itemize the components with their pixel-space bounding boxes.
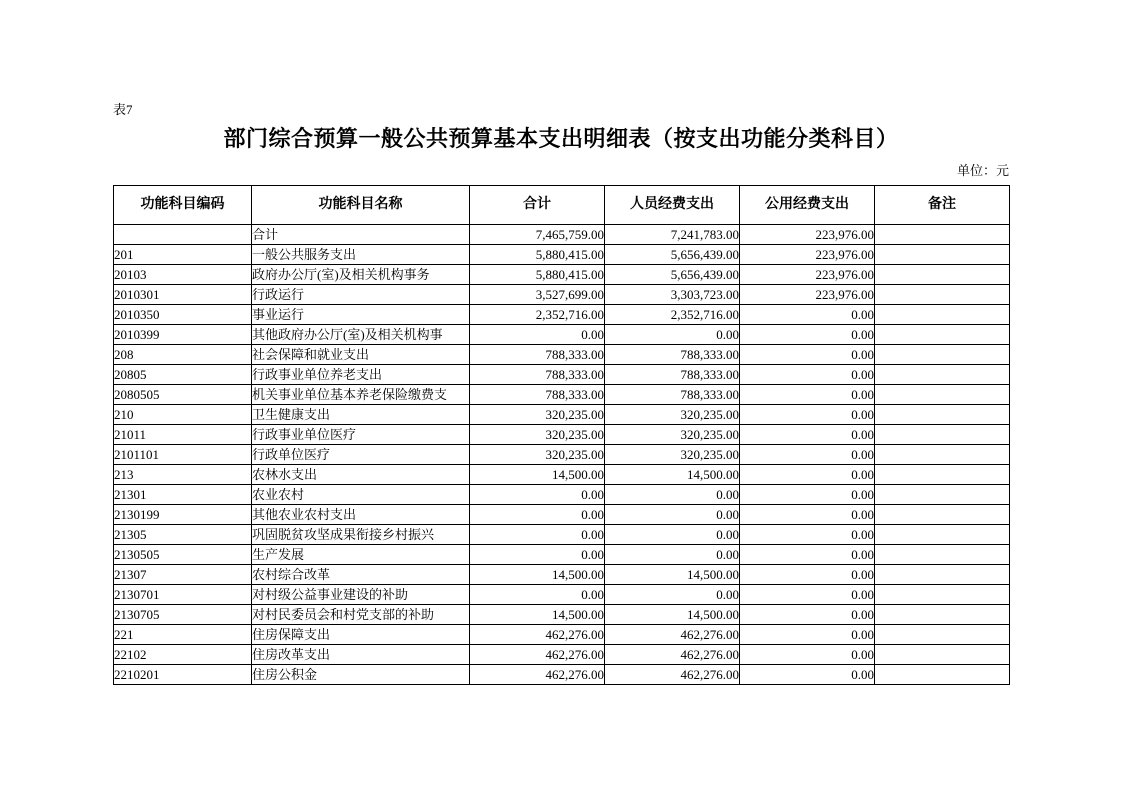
cell-total: 5,880,415.00 <box>470 245 605 265</box>
column-header-name: 功能科目名称 <box>252 186 470 225</box>
table-row <box>114 225 1010 245</box>
cell-public: 223,976.00 <box>740 225 875 245</box>
cell-name: 住房改革支出 <box>252 645 470 665</box>
cell-public: 223,976.00 <box>740 285 875 305</box>
cell-personnel: 14,500.00 <box>605 465 740 485</box>
cell-personnel: 0.00 <box>605 505 740 525</box>
cell-total: 0.00 <box>470 325 605 345</box>
table-row <box>114 305 1010 325</box>
cell-public: 0.00 <box>740 385 875 405</box>
cell-name: 住房公积金 <box>252 665 470 685</box>
table-row <box>114 505 1010 525</box>
cell-remark <box>875 425 1010 445</box>
table-row <box>114 665 1010 685</box>
cell-code: 2101101 <box>114 445 252 465</box>
cell-personnel: 788,333.00 <box>605 385 740 405</box>
cell-personnel: 0.00 <box>605 525 740 545</box>
cell-code: 2130505 <box>114 545 252 565</box>
cell-public: 0.00 <box>740 445 875 465</box>
cell-total: 5,880,415.00 <box>470 265 605 285</box>
cell-public: 0.00 <box>740 645 875 665</box>
cell-name: 农业农村 <box>252 485 470 505</box>
table-row <box>114 645 1010 665</box>
cell-name: 行政运行 <box>252 285 470 305</box>
cell-name: 政府办公厅(室)及相关机构事务 <box>252 265 470 285</box>
cell-public: 0.00 <box>740 465 875 485</box>
cell-public: 223,976.00 <box>740 265 875 285</box>
cell-public: 223,976.00 <box>740 245 875 265</box>
cell-public: 0.00 <box>740 585 875 605</box>
table-row <box>114 285 1010 305</box>
cell-remark <box>875 285 1010 305</box>
table-row <box>114 405 1010 425</box>
cell-remark <box>875 525 1010 545</box>
cell-total: 788,333.00 <box>470 385 605 405</box>
cell-name: 一般公共服务支出 <box>252 245 470 265</box>
cell-total: 462,276.00 <box>470 625 605 645</box>
cell-remark <box>875 305 1010 325</box>
cell-total: 0.00 <box>470 545 605 565</box>
cell-remark <box>875 225 1010 245</box>
cell-code: 221 <box>114 625 252 645</box>
cell-name: 巩固脱贫攻坚成果衔接乡村振兴 <box>252 525 470 545</box>
cell-remark <box>875 625 1010 645</box>
cell-code: 208 <box>114 345 252 365</box>
cell-code: 22102 <box>114 645 252 665</box>
table-row <box>114 265 1010 285</box>
cell-remark <box>875 505 1010 525</box>
table-row <box>114 625 1010 645</box>
cell-personnel: 2,352,716.00 <box>605 305 740 325</box>
cell-remark <box>875 585 1010 605</box>
cell-name: 其他农业农村支出 <box>252 505 470 525</box>
table-row <box>114 545 1010 565</box>
table-row <box>114 445 1010 465</box>
cell-code: 21011 <box>114 425 252 445</box>
cell-code: 21307 <box>114 565 252 585</box>
cell-code: 2010301 <box>114 285 252 305</box>
table-row <box>114 385 1010 405</box>
cell-total: 462,276.00 <box>470 645 605 665</box>
cell-personnel: 320,235.00 <box>605 405 740 425</box>
column-header-code: 功能科目编码 <box>114 186 252 225</box>
cell-personnel: 5,656,439.00 <box>605 265 740 285</box>
cell-personnel: 0.00 <box>605 485 740 505</box>
table-row <box>114 345 1010 365</box>
table-row <box>114 585 1010 605</box>
cell-personnel: 788,333.00 <box>605 345 740 365</box>
cell-code: 2010350 <box>114 305 252 325</box>
cell-remark <box>875 605 1010 625</box>
cell-personnel: 0.00 <box>605 325 740 345</box>
table-body <box>114 225 1010 685</box>
cell-total: 462,276.00 <box>470 665 605 685</box>
cell-code: 2130701 <box>114 585 252 605</box>
cell-code <box>114 225 252 245</box>
cell-code: 20103 <box>114 265 252 285</box>
cell-personnel: 462,276.00 <box>605 665 740 685</box>
cell-total: 14,500.00 <box>470 565 605 585</box>
cell-code: 21305 <box>114 525 252 545</box>
cell-name: 社会保障和就业支出 <box>252 345 470 365</box>
cell-name: 机关事业单位基本养老保险缴费支 <box>252 385 470 405</box>
cell-personnel: 14,500.00 <box>605 605 740 625</box>
cell-total: 320,235.00 <box>470 425 605 445</box>
cell-name: 行政事业单位医疗 <box>252 425 470 445</box>
cell-total: 320,235.00 <box>470 445 605 465</box>
cell-public: 0.00 <box>740 365 875 385</box>
cell-remark <box>875 445 1010 465</box>
table-row <box>114 425 1010 445</box>
cell-name: 卫生健康支出 <box>252 405 470 425</box>
cell-personnel: 3,303,723.00 <box>605 285 740 305</box>
cell-personnel: 5,656,439.00 <box>605 245 740 265</box>
cell-personnel: 0.00 <box>605 585 740 605</box>
sheet-label: 表7 <box>113 102 133 117</box>
table-row <box>114 525 1010 545</box>
cell-public: 0.00 <box>740 485 875 505</box>
cell-code: 20805 <box>114 365 252 385</box>
cell-total: 14,500.00 <box>470 605 605 625</box>
cell-public: 0.00 <box>740 505 875 525</box>
cell-remark <box>875 365 1010 385</box>
cell-total: 2,352,716.00 <box>470 305 605 325</box>
cell-remark <box>875 325 1010 345</box>
cell-total: 0.00 <box>470 585 605 605</box>
cell-name: 对村级公益事业建设的补助 <box>252 585 470 605</box>
cell-remark <box>875 385 1010 405</box>
cell-code: 2010399 <box>114 325 252 345</box>
table-row <box>114 465 1010 485</box>
cell-total: 320,235.00 <box>470 405 605 425</box>
cell-total: 0.00 <box>470 525 605 545</box>
cell-remark <box>875 405 1010 425</box>
cell-public: 0.00 <box>740 325 875 345</box>
cell-total: 7,465,759.00 <box>470 225 605 245</box>
cell-name: 事业运行 <box>252 305 470 325</box>
cell-personnel: 320,235.00 <box>605 425 740 445</box>
cell-public: 0.00 <box>740 525 875 545</box>
cell-name: 行政事业单位养老支出 <box>252 365 470 385</box>
cell-remark <box>875 245 1010 265</box>
cell-remark <box>875 265 1010 285</box>
cell-public: 0.00 <box>740 305 875 325</box>
cell-public: 0.00 <box>740 605 875 625</box>
cell-total: 788,333.00 <box>470 345 605 365</box>
table-header-row <box>114 186 1010 225</box>
cell-personnel: 788,333.00 <box>605 365 740 385</box>
cell-personnel: 462,276.00 <box>605 625 740 645</box>
cell-personnel: 0.00 <box>605 545 740 565</box>
cell-public: 0.00 <box>740 625 875 645</box>
cell-name: 农村综合改革 <box>252 565 470 585</box>
column-header-total: 合计 <box>470 186 605 225</box>
cell-code: 2080505 <box>114 385 252 405</box>
cell-remark <box>875 645 1010 665</box>
column-header-remark: 备注 <box>875 186 1010 225</box>
cell-public: 0.00 <box>740 345 875 365</box>
cell-remark <box>875 345 1010 365</box>
cell-total: 0.00 <box>470 485 605 505</box>
cell-total: 3,527,699.00 <box>470 285 605 305</box>
table-row <box>114 325 1010 345</box>
cell-code: 2130199 <box>114 505 252 525</box>
cell-code: 21301 <box>114 485 252 505</box>
table-row <box>114 565 1010 585</box>
cell-total: 0.00 <box>470 505 605 525</box>
unit-note: 单位：元 <box>956 163 1009 178</box>
cell-remark <box>875 565 1010 585</box>
page-title: 部门综合预算一般公共预算基本支出明细表（按支出功能分类科目） <box>223 126 899 151</box>
cell-remark <box>875 485 1010 505</box>
table-row <box>114 365 1010 385</box>
cell-personnel: 7,241,783.00 <box>605 225 740 245</box>
cell-public: 0.00 <box>740 425 875 445</box>
cell-public: 0.00 <box>740 545 875 565</box>
cell-public: 0.00 <box>740 565 875 585</box>
column-header-public: 公用经费支出 <box>740 186 875 225</box>
cell-total: 14,500.00 <box>470 465 605 485</box>
cell-personnel: 320,235.00 <box>605 445 740 465</box>
cell-remark <box>875 465 1010 485</box>
cell-name: 生产发展 <box>252 545 470 565</box>
cell-public: 0.00 <box>740 405 875 425</box>
cell-remark <box>875 545 1010 565</box>
cell-code: 210 <box>114 405 252 425</box>
cell-personnel: 14,500.00 <box>605 565 740 585</box>
cell-total: 788,333.00 <box>470 365 605 385</box>
cell-name: 合计 <box>252 225 470 245</box>
cell-code: 2130705 <box>114 605 252 625</box>
cell-remark <box>875 665 1010 685</box>
table-row <box>114 485 1010 505</box>
cell-name: 对村民委员会和村党支部的补助 <box>252 605 470 625</box>
cell-name: 其他政府办公厅(室)及相关机构事 <box>252 325 470 345</box>
cell-name: 行政单位医疗 <box>252 445 470 465</box>
table-row <box>114 605 1010 625</box>
cell-name: 住房保障支出 <box>252 625 470 645</box>
column-header-personnel: 人员经费支出 <box>605 186 740 225</box>
cell-public: 0.00 <box>740 665 875 685</box>
cell-personnel: 462,276.00 <box>605 645 740 665</box>
budget-table <box>113 185 1010 685</box>
cell-code: 2210201 <box>114 665 252 685</box>
cell-name: 农林水支出 <box>252 465 470 485</box>
cell-code: 201 <box>114 245 252 265</box>
cell-code: 213 <box>114 465 252 485</box>
table-row <box>114 245 1010 265</box>
